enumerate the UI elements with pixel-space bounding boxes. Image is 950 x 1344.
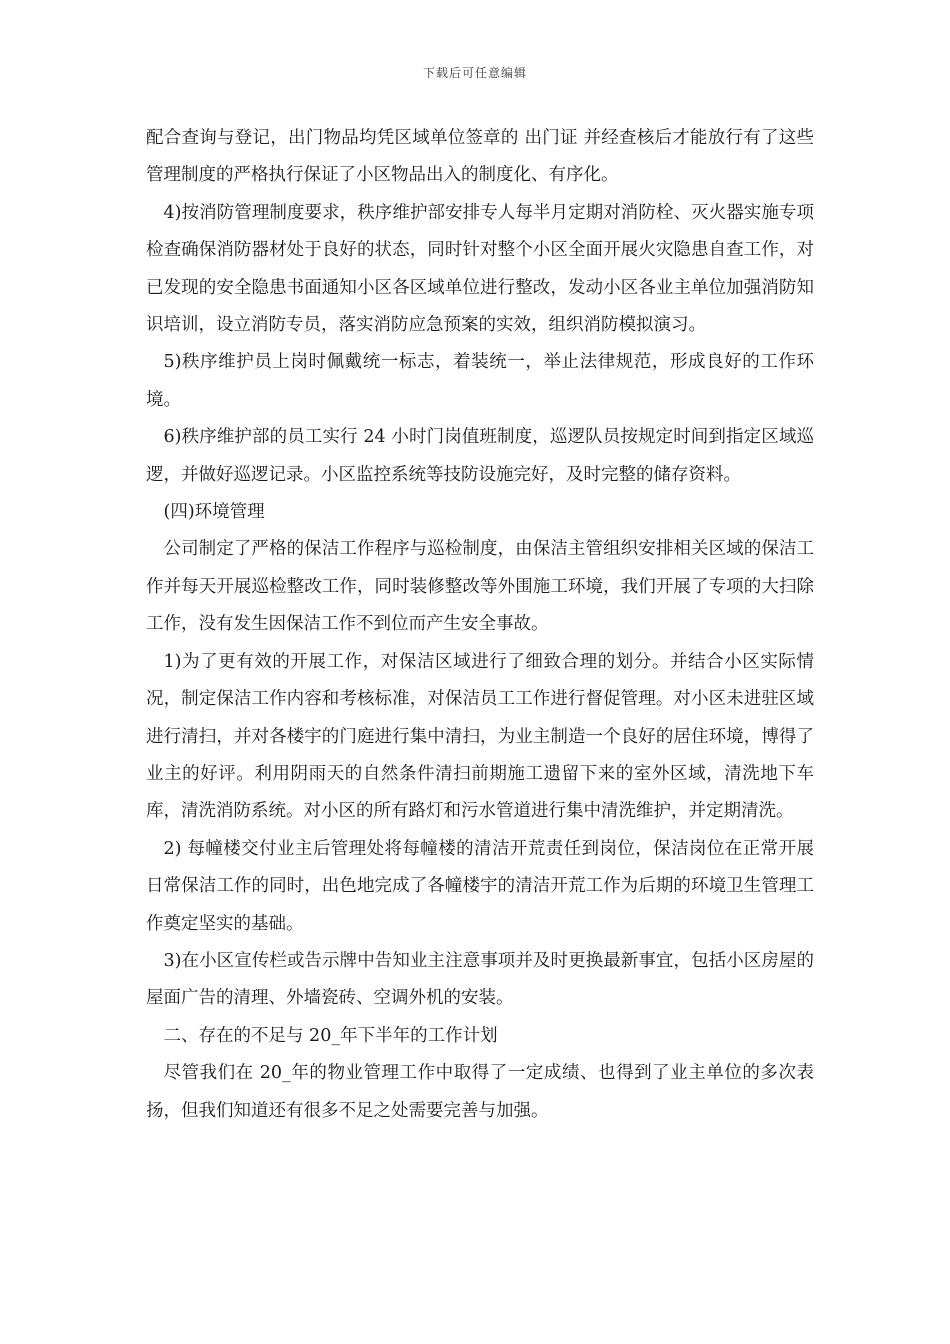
paragraph-8: 2) 每幢楼交付业主后管理处将每幢楼的清洁开荒责任到岗位，保洁岗位在正常开展日常保洁工作的同时，出色地完成了各幢楼宇的清洁开荒工作为后期的环境卫生管理工作奠定坚实的基础。 [146, 838, 814, 934]
section-heading-shortcomings: 二、存在的不足与 20_年下半年的工作计划 [163, 1025, 498, 1046]
paragraph-7: 1)为了更有效的开展工作，对保洁区域进行了细致合理的划分。并结合小区实际情况，制定保洁工作内容和考核标准，对保洁员工工作进行督促管理。对小区未进驻区域进行清扫，并对各楼宇的门庭进行集中清扫，为业主制造一个良好的居住环境，博得了业主的好评。利用阴雨天的自然条件清扫前期施工遗留下来的室外区域，清洗地下车库，清洗消防系统。对小区的所有路灯和污水管道进行集中清洗维护，并定期清洗。 [146, 651, 814, 822]
paragraph-1: 配合查询与登记，出门物品均凭区域单位签章的 出门证 并经查核后才能放行有了这些管理制度的严格执行保证了小区物品出入的制度化、有序化。 [146, 128, 814, 186]
paragraph-9: 3)在小区宣传栏或告示牌中告知业主注意事项并及时更换最新事宜，包括小区房屋的屋面广告的清理、外墙瓷砖、空调外机的安装。 [146, 950, 814, 1009]
paragraph-11: 尽管我们在 20_年的物业管理工作中取得了一定成绩、也得到了业主单位的多次表扬，但我们知道还有很多不足之处需要完善与加强。 [146, 1063, 814, 1121]
paragraph-6: 公司制定了严格的保洁工作程序与巡检制度，由保洁主管组织安排相关区域的保洁工作并每天开展巡检整改工作，同时装修整改等外围施工环境，我们开展了专项的大扫除工作，没有发生因保洁工作不到位而产生安全事故。 [146, 539, 814, 635]
document-body [146, 120, 814, 1130]
paragraph-2: 4)按消防管理制度要求，秩序维护部安排专人每半月定期对消防栓、灭火器实施专项检查确保消防器材处于良好的状态，同时针对整个小区全面开展火灾隐患自查工作，对已发现的安全隐患书面通知小区各区域单位进行整改，发动小区各业主单位加强消防知识培训，设立消防专员，落实消防应急预案的实效，组织消防模拟演习。 [146, 202, 814, 336]
paragraph-4: 6)秩序维护部的员工实行 24 小时门岗值班制度，巡逻队员按规定时间到指定区域巡逻，并做好巡逻记录。小区监控系统等技防设施完好，及时完整的储存资料。 [146, 427, 814, 485]
paragraph-3: 5)秩序维护员上岗时佩戴统一标志，着装统一，举止法律规范，形成良好的工作环境。 [146, 352, 814, 410]
page-header-note: 下载后可任意编辑 [422, 66, 527, 80]
section-heading-environment: (四)环境管理 [163, 502, 265, 523]
